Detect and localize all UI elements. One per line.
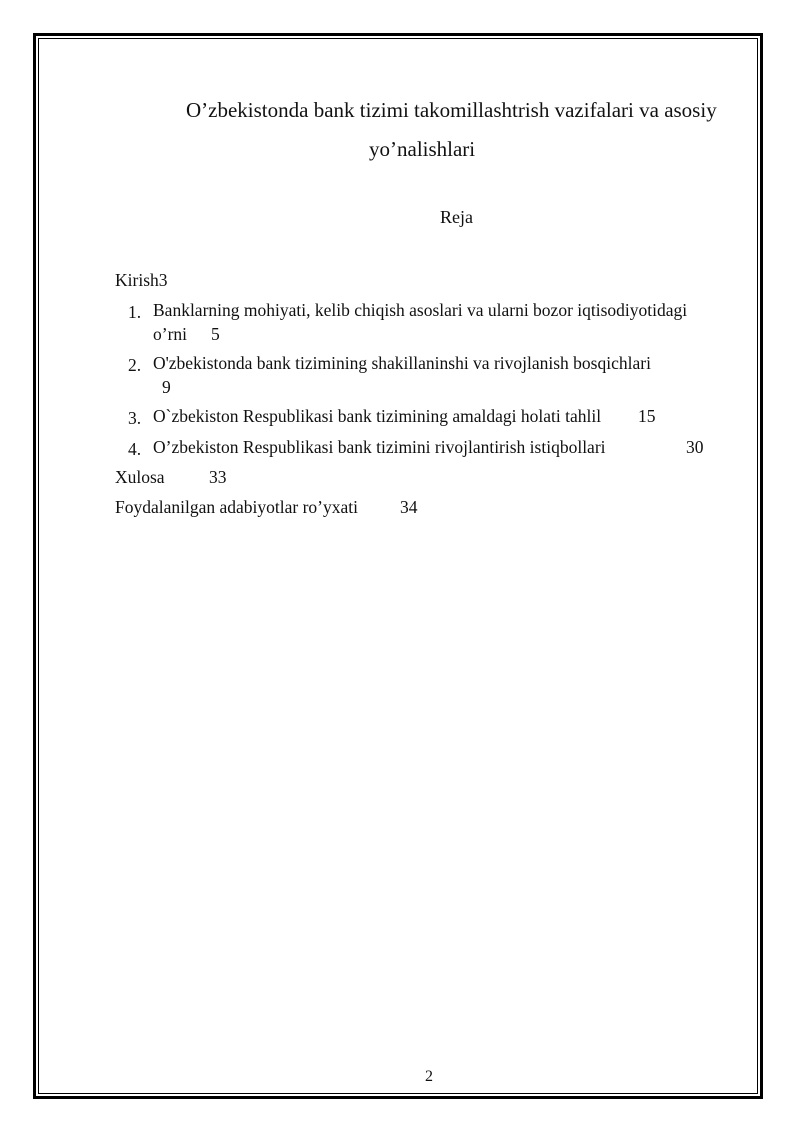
toc-item-number: 4.: [128, 439, 142, 459]
document-title-line-1: O’zbekistonda bank tizimi takomillashtrish vazifalari va asosiy: [186, 98, 717, 122]
toc-item-number: 3.: [128, 408, 142, 428]
toc-conclusion-page: 33: [209, 467, 227, 487]
toc-item-label: O`zbekiston Respublikasi bank tizimining amaldagi holati tahlil: [153, 406, 602, 426]
page-number: 2: [425, 1068, 433, 1085]
toc-item-label: O'zbekistonda bank tizimining shakillaninshi va rivojlanish bosqichlari: [153, 353, 651, 373]
toc-item-page: 9: [162, 377, 171, 397]
toc-intro: Kirish3: [115, 270, 168, 290]
toc-item-page: 5: [211, 324, 220, 344]
toc-conclusion-label: Xulosa: [115, 467, 165, 487]
toc-item-number: 2.: [128, 355, 142, 375]
document-title-line-2: yo’nalishlari: [369, 137, 476, 161]
toc-references-label: Foydalanilgan adabiyotlar ro’yxati: [115, 497, 358, 517]
toc-item-page: 15: [638, 406, 656, 426]
toc-item-page: 30: [686, 437, 704, 457]
toc-item-number: 1.: [128, 302, 142, 322]
toc-references-page: 34: [400, 497, 418, 517]
page-border: [33, 33, 763, 1099]
toc-item-label: Banklarning mohiyati, kelib chiqish asoslari va ularni bozor iqtisodiyotidagi: [153, 300, 688, 320]
toc-item-label: O’zbekiston Respublikasi bank tizimini rivojlantirish istiqbollari: [153, 437, 606, 457]
plan-heading: Reja: [440, 207, 473, 227]
toc-item-label-continuation: o’rni: [153, 324, 188, 344]
